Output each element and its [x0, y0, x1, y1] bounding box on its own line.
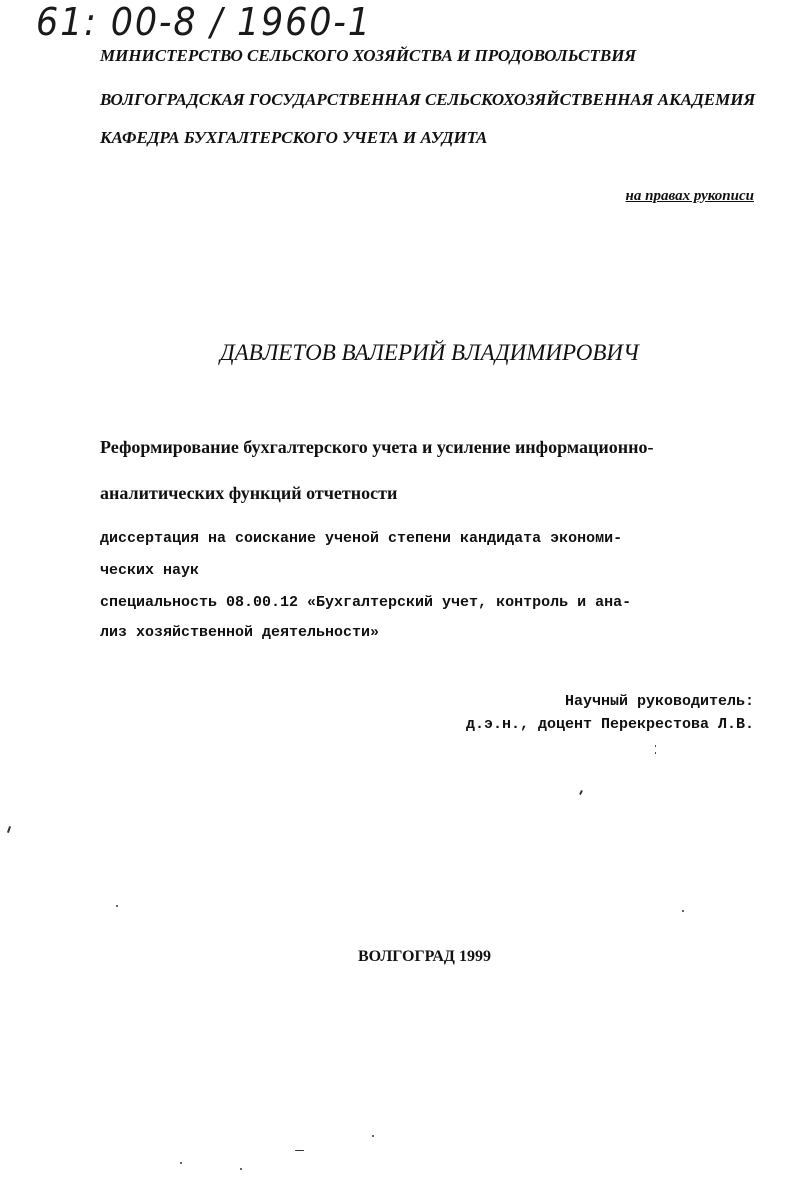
city-year: ВОЛГОГРАД 1999 [358, 948, 491, 965]
manuscript-rights-note: на правах рукописи [625, 188, 754, 204]
handwritten-catalog-number: 61: 00-8 / 1960-1 [36, 0, 372, 44]
scan-speck [180, 1162, 182, 1164]
dissertation-degree-line-2: ческих наук [100, 562, 200, 579]
thesis-title-line-1: Реформирование бухгалтерского учета и усиление информационно- [100, 437, 654, 457]
specialty-line-1: специальность 08.00.12 «Бухгалтерский учет, контроль и ана- [100, 594, 632, 611]
thesis-title-line-2: аналитических функций отчетности [100, 483, 398, 503]
author-name: ДАВЛЕТОВ ВАЛЕРИЙ ВЛАДИМИРОВИЧ [220, 340, 639, 365]
scan-speck [372, 1135, 374, 1137]
dissertation-degree-line-1: диссертация на соискание ученой степени кандидата экономи- [100, 530, 623, 547]
scan-speck [7, 826, 11, 833]
scan-speck [682, 910, 684, 912]
scan-speck [655, 752, 656, 754]
advisor-label: Научный руководитель: [564, 693, 754, 710]
scan-speck [240, 1168, 242, 1170]
academy-heading: ВОЛГОГРАДСКАЯ ГОСУДАРСТВЕННАЯ СЕЛЬСКОХОЗЯЙСТВЕННАЯ АКАДЕМИЯ [100, 90, 756, 109]
scan-speck [295, 1150, 304, 1151]
scan-speck [116, 905, 118, 907]
ministry-heading: МИНИСТЕРСТВО СЕЛЬСКОГО ХОЗЯЙСТВА И ПРОДОВОЛЬСТВИЯ [100, 46, 637, 65]
department-heading: КАФЕДРА БУХГАЛТЕРСКОГО УЧЕТА И АУДИТА [100, 128, 488, 147]
scan-speck [655, 745, 656, 747]
specialty-line-2: лиз хозяйственной деятельности» [100, 624, 380, 641]
advisor-name: д.э.н., доцент Перекрестова Л.В. [465, 716, 754, 733]
scan-speck [579, 790, 583, 795]
